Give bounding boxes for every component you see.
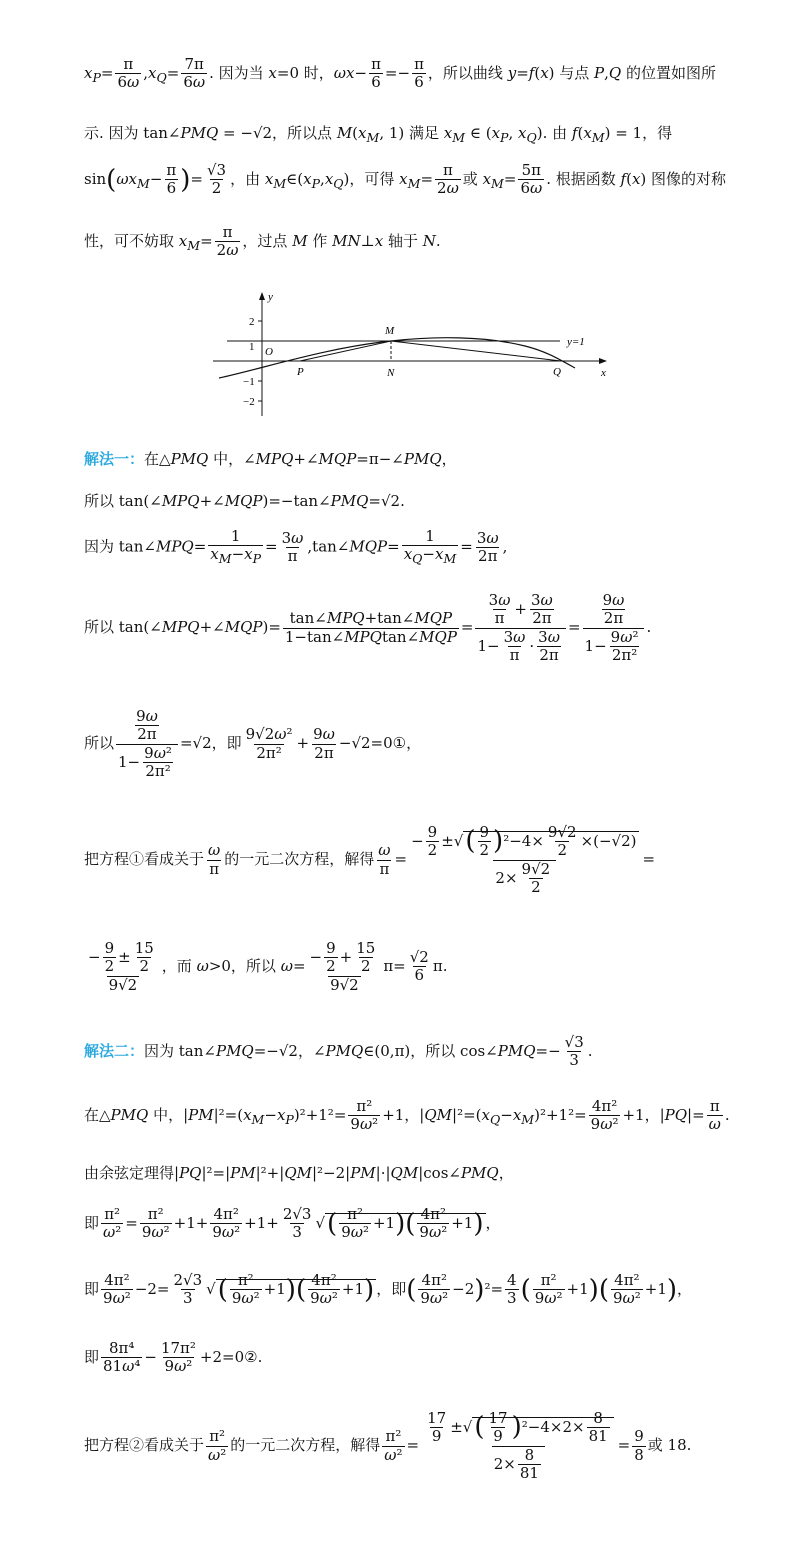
para1-line2: 示. 因为 tan∠PMQ = −√2，所以点 $M(x_M$, 1) 满足 $x_M$ ∈ ($x_P$, $x_Q$). 由 $f(x_M) = 1$，得 <box>84 124 673 145</box>
method2-heading: 解法二： <box>84 1041 145 1060</box>
y-axis-arrow <box>259 292 265 300</box>
y-axis-label: y <box>268 291 273 303</box>
tick-2: 2 <box>249 316 255 328</box>
para1-line3: $\sin(\omega x_M-$ $\frac{\pi}{6}$ )= $\frac{√3}{2}$ ，由 $x_M\in(x_P,x_Q)$，可得 $x_M=$ $\frac{\pi}{2\omega}$ 或 $x_M=$ $\frac{5\pi}{6\omega}$ . 根据函数 f(x) 图像的对称 <box>84 161 727 198</box>
segment-pm <box>300 341 391 361</box>
m1-line7: − $\frac{9}{2}$ ± $\frac{15}{2}$ 9√2 ，而 ω>0，所以 ω= − $\frac{9}{2}$ + $\frac{15}{2}$ 9√2 π= $\frac{√2}{6}$ π. <box>88 939 448 994</box>
m2-line1: 解法二：因为 tan∠PMQ=−√2，∠PMQ∈(0,π)，所以 cos∠PMQ=− $\frac{√3}{3}$ . <box>84 1033 593 1070</box>
point-p: P <box>297 366 304 378</box>
tick-1: 1 <box>249 341 255 353</box>
origin-label: O <box>265 346 273 358</box>
m2-line3: 由余弦定理得|PQ|²=|PM|²+|QM|²−2|PM|·|QM|cos∠PMQ， <box>84 1164 514 1182</box>
segment-mq <box>391 341 561 361</box>
m1-line1: 解法一：在△PMQ 中，∠MPQ+∠MQP=π−∠PMQ， <box>84 450 457 468</box>
tick-neg2: −2 <box>243 396 255 408</box>
x-axis-arrow <box>599 358 607 364</box>
m1-line4: 所以 tan(∠MPQ+∠MQP)= $\frac{\text{tan∠MPQ+tan∠MQP}}{\text{1−tan∠MPQtan∠MQP}}$ = $\frac{3\omega}{\pi}$ + $\frac{3\omega}{2\pi}$ 1− $\frac{3\omega}{\pi}$ · $\frac{3\omega}{2\pi}$ = $\frac{9\omega}{2\pi}$ 1− $\frac{\text{9ω²}}{\text{2π²}}$ . <box>84 591 652 664</box>
line-label: y=1 <box>567 336 585 348</box>
m2-line5: 即 $\frac{\text{4π²}}{\text{9ω²}}$ −2= $\frac{2√3}{3}$ √( $\frac{\text{π²}}{\text{9ω²}}$ +1)( $\frac{\text{4π²}}{\text{9ω²}}$ +1) ，即( $\frac{\text{4π²}}{\text{9ω²}}$ −2)²= $\frac{4}{3}$ ( $\frac{\text{π²}}{\text{9ω²}}$ +1)( $\frac{\text{4π²}}{\text{9ω²}}$ +1)， <box>84 1271 693 1308</box>
function-graph <box>205 288 625 420</box>
m1-line5: 所以 $\frac{9\omega}{2\pi}$ 1− $\frac{\text{9ω²}}{\text{2π²}}$ =√2，即 $\frac{\text{9√2ω²}}{\text{2π²}}$ + $\frac{9\omega}{2\pi}$ −√2=0①， <box>84 707 422 780</box>
m1-line3: 因为 tan∠MPQ= $\frac{1}{x_M-x_P}$ = $\frac{3\omega}{\pi}$ ,tan∠MQP= $\frac{1}{x_Q-x_M}$ = $\frac{3\omega}{2\pi}$ , <box>84 527 508 567</box>
point-m: M <box>385 325 395 337</box>
m2-line7: 把方程②看成关于 $\frac{\text{π²}}{\text{ω²}}$ 的一元二次方程，解得 $\frac{\text{π²}}{\text{ω²}}$ = $\frac{17}{9}$ ±√( $\frac{17}{9}$ )²−4×2× $\frac{8}{81}$ 2× $\frac{8}{81}$ = $\frac{9}{8}$ 或 18. <box>84 1409 692 1482</box>
m2-line2: 在△PMQ 中，$|PM|^2=(x_M-x_P)^2+1^2=$ $\frac{\text{π²}}{\text{9ω²}}$ +1，$|QM|^2=(x_Q-x_M)^2+1^2=$ $\frac{\text{4π²}}{\text{9ω²}}$ +1，|PQ|= $\frac{\pi}{\omega}$ . <box>84 1097 730 1134</box>
x-axis-label: x <box>601 367 606 379</box>
tick-neg1: −1 <box>243 376 255 388</box>
m2-line6: 即 $\frac{\text{8π⁴}}{\text{81ω⁴}}$ − $\frac{\text{17π²}}{\text{9ω²}}$ +2=0②. <box>84 1339 263 1376</box>
m2-line4: 即 $\frac{\text{π²}}{\text{ω²}}$ = $\frac{\text{π²}}{\text{9ω²}}$ +1+ $\frac{\text{4π²}}{\text{9ω²}}$ +1+ $\frac{2√3}{3}$ √( $\frac{\text{π²}}{\text{9ω²}}$ +1)( $\frac{\text{4π²}}{\text{9ω²}}$ +1) ， <box>84 1205 501 1242</box>
method1-heading: 解法一： <box>84 450 145 468</box>
m1-line6: 把方程①看成关于 $\frac{\omega}{\pi}$ 的一元二次方程，解得 $\frac{\omega}{\pi}$ = − $\frac{9}{2}$ ±√( $\frac{9}{2}$ )²−4× $\frac{9√2}{2}$ ×(−√2) 2× $\frac{9√2}{2}$ = <box>84 823 656 896</box>
para1-line4: 性，可不妨取 $x_M=$ $\frac{\pi}{2\omega}$ ，过点 M 作 MN⊥x 轴于 N. <box>84 223 441 260</box>
point-q: Q <box>553 366 561 378</box>
point-n: N <box>387 367 395 379</box>
para1-line1: $x_P=$ $\frac{\pi}{6\omega}$ $,x_Q=$ $\frac{7\pi}{6\omega}$ . 因为当 x=0 时，ωx− $\frac{\pi}{6}$ =− $\frac{\pi}{6}$ ，所以曲线 y=f(x) 与点 P,Q 的位置如图所 <box>84 55 717 92</box>
m1-line2: 所以 tan(∠MPQ+∠MQP)=−tan∠PMQ=√2. <box>84 492 405 510</box>
